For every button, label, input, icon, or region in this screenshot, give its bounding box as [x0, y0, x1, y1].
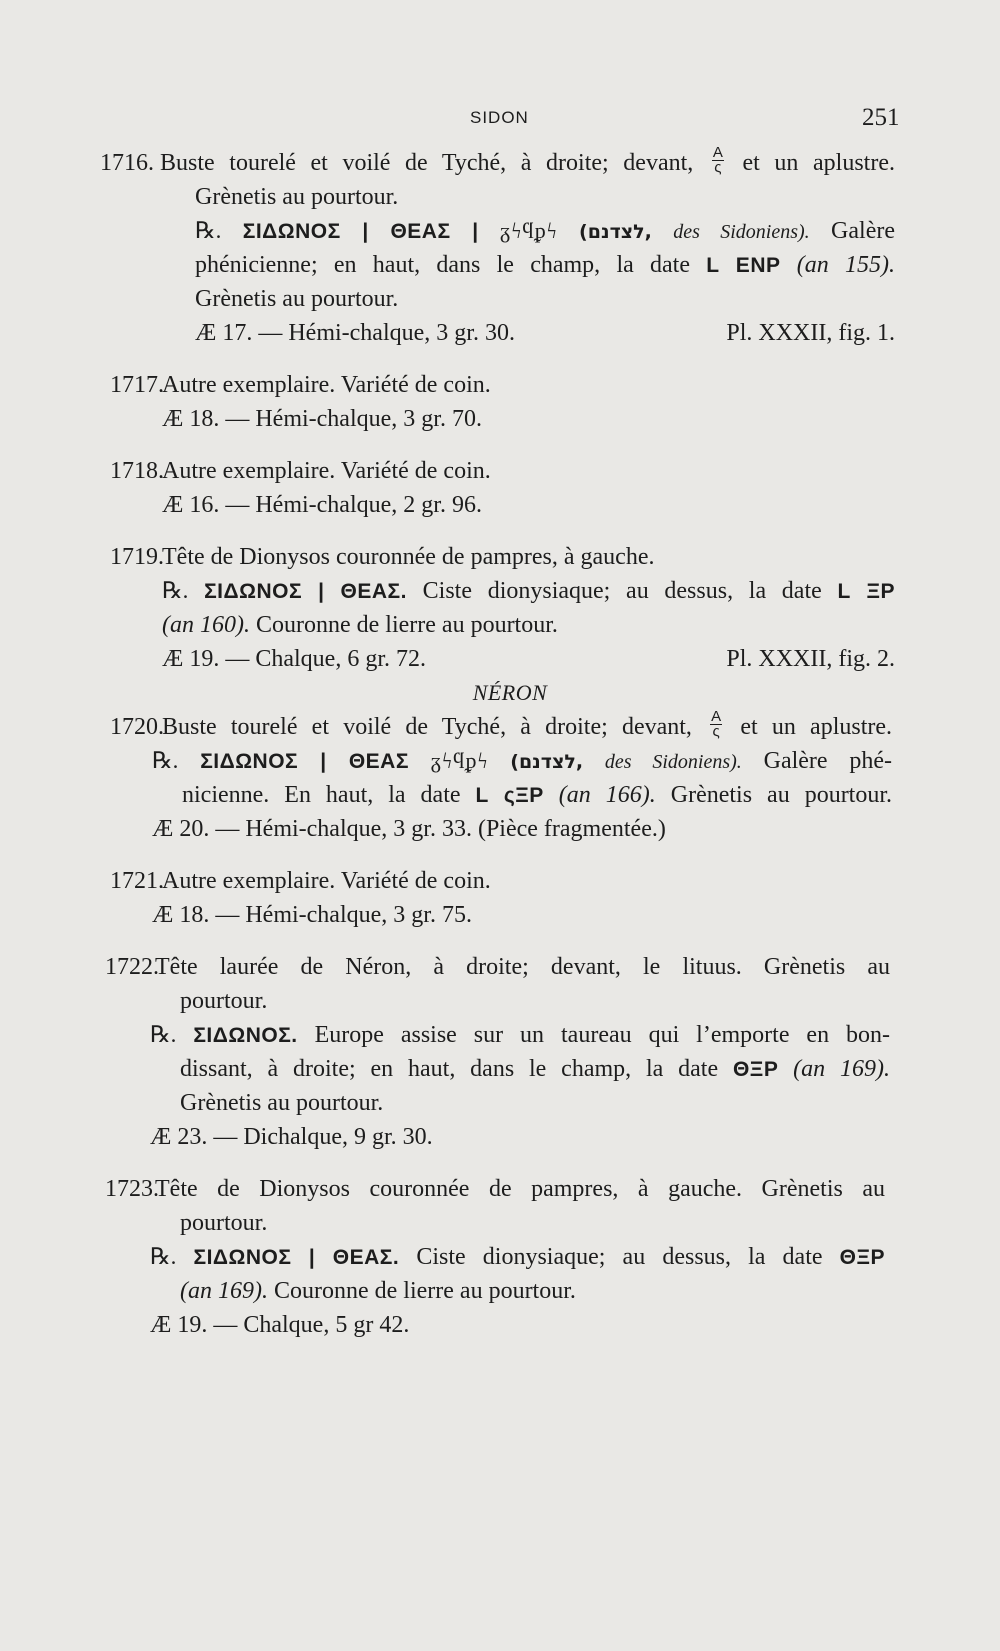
entry-1717: 1717.Autre exemplaire. Variété de coin. Æ 18. — Hémi-chalque, 3 gr. 70. — [0, 368, 1000, 436]
greek-legend: ΣΙΔΩΝΟΣ | ΘΕΑΣ | — [242, 220, 479, 243]
fraction-mark: $\frac{A}{\varsigma}$ — [712, 143, 723, 176]
page-number: 251 — [862, 104, 900, 131]
entry-number: 1720. — [110, 714, 164, 740]
date-legend: ΘΞP — [839, 1246, 886, 1269]
hebrew-legend: (לצדנם, — [510, 751, 584, 773]
reverse-mark: ℞. — [152, 748, 179, 773]
entry-number: 1716. — [100, 150, 154, 176]
greek-legend: ΣΙΔΩΝΟΣ | ΘΕΑΣ. — [204, 580, 407, 603]
entry-1716: 1716. Buste tourelé et voilé de Tyché, à droite; devant, $\frac{A}{\varsigma}$ et un aplustre. Grènetis au pourtour. ℞. ΣΙΔΩΝΟΣ | ΘΕΑΣ | ᵹϟϥᵱϟ (לצדנם, des Sidoniens). Galère phénicienne; en haut, dans le champ, la date L ENP (an 155). Grènetis au pourtour. Æ 17. — Hémi-chalque, 3 gr. 30. Pl. XXXII, fig. 1. — [0, 146, 895, 350]
fraction-mark: $\frac{A}{\varsigma}$ — [711, 707, 722, 740]
greek-legend: ΣΙΔΩΝΟΣ. — [193, 1024, 298, 1047]
date-legend: L ΞP — [837, 580, 895, 603]
plate-reference: Pl. XXXII, fig. 2. — [726, 646, 895, 672]
entry-1722: 1722.Tête laurée de Néron, à droite; devant, le lituus. Grènetis au pourtour. ℞. ΣΙΔΩΝΟΣ. Europe assise sur un taureau qui l’emporte en bon- dissant, à droite; en haut, dans le champ, la date ΘΞP (an 169). Grènetis au pourtour. Æ 23. — Dichalque, 9 gr. 30. — [0, 950, 890, 1154]
entry-number: 1722. — [105, 954, 159, 980]
entry-number: 1723. — [105, 1176, 159, 1202]
page-header — [0, 104, 1000, 138]
entry-1720: 1720.Buste tourelé et voilé de Tyché, à droite; devant, $\frac{A}{\varsigma}$ et un aplustre. ℞. ΣΙΔΩΝΟΣ | ΘΕΑΣ ᵹϟϥᵱϟ (לצדנם, des Sidoniens). Galère phé- nicienne. En haut, la date L ςΞP (an 166). Grènetis au pourtour. Æ 20. — Hémi-chalque, 3 gr. 33. (Pièce fragmentée.) — [110, 707, 893, 842]
plate-reference: Pl. XXXII, fig. 1. — [726, 320, 895, 346]
entry-1719: 1719.Tête de Dionysos couronnée de pampres, à gauche. ℞. ΣΙΔΩΝΟΣ | ΘΕΑΣ. Ciste dionysiaque; au dessus, la date L ΞP (an 160). Couronne de lierre au pourtour. Æ 19. — Chalque, 6 gr. 72. Pl. XXXII, fig. 2. — [0, 540, 895, 676]
entry-number: 1721. — [110, 868, 164, 894]
date-legend: L ςΞP — [475, 784, 544, 807]
phoenician-legend: ᵹϟϥᵱϟ — [430, 748, 489, 773]
reverse-mark: ℞. — [162, 578, 189, 603]
entry-number: 1718. — [110, 458, 164, 484]
phoenician-legend: ᵹϟϥᵱϟ — [500, 218, 558, 243]
entry-1723: 1723.Tête de Dionysos couronnée de pampres, à gauche. Grènetis au pourtour. ℞. ΣΙΔΩΝΟΣ | ΘΕΑΣ. Ciste dionysiaque; au dessus, la date ΘΞP (an 169). Couronne de lierre au pourtour. Æ 19. — Chalque, 5 gr 42. — [0, 1172, 885, 1342]
date-legend: L ENP — [706, 254, 781, 277]
entry-1721: 1721.Autre exemplaire. Variété de coin. Æ 18. — Hémi-chalque, 3 gr. 75. — [0, 864, 1000, 932]
entry-number: 1719. — [110, 544, 164, 570]
reverse-mark: ℞. — [150, 1244, 177, 1269]
entry-1718: 1718.Autre exemplaire. Variété de coin. Æ 16. — Hémi-chalque, 2 gr. 96. — [0, 454, 1000, 522]
running-title: SIDON — [470, 108, 529, 127]
entry-number: 1717. — [110, 372, 164, 398]
hebrew-legend: (לצדנם, — [579, 221, 652, 243]
greek-legend: ΣΙΔΩΝΟΣ | ΘΕΑΣ. — [193, 1246, 400, 1269]
reverse-mark: ℞. — [195, 218, 222, 243]
date-legend: ΘΞP — [732, 1058, 779, 1081]
catalogue-entries — [0, 143, 1000, 1342]
section-title: NÉRON — [472, 680, 548, 705]
reverse-mark: ℞. — [150, 1022, 177, 1047]
greek-legend: ΣΙΔΩΝΟΣ | ΘΕΑΣ — [200, 750, 409, 773]
